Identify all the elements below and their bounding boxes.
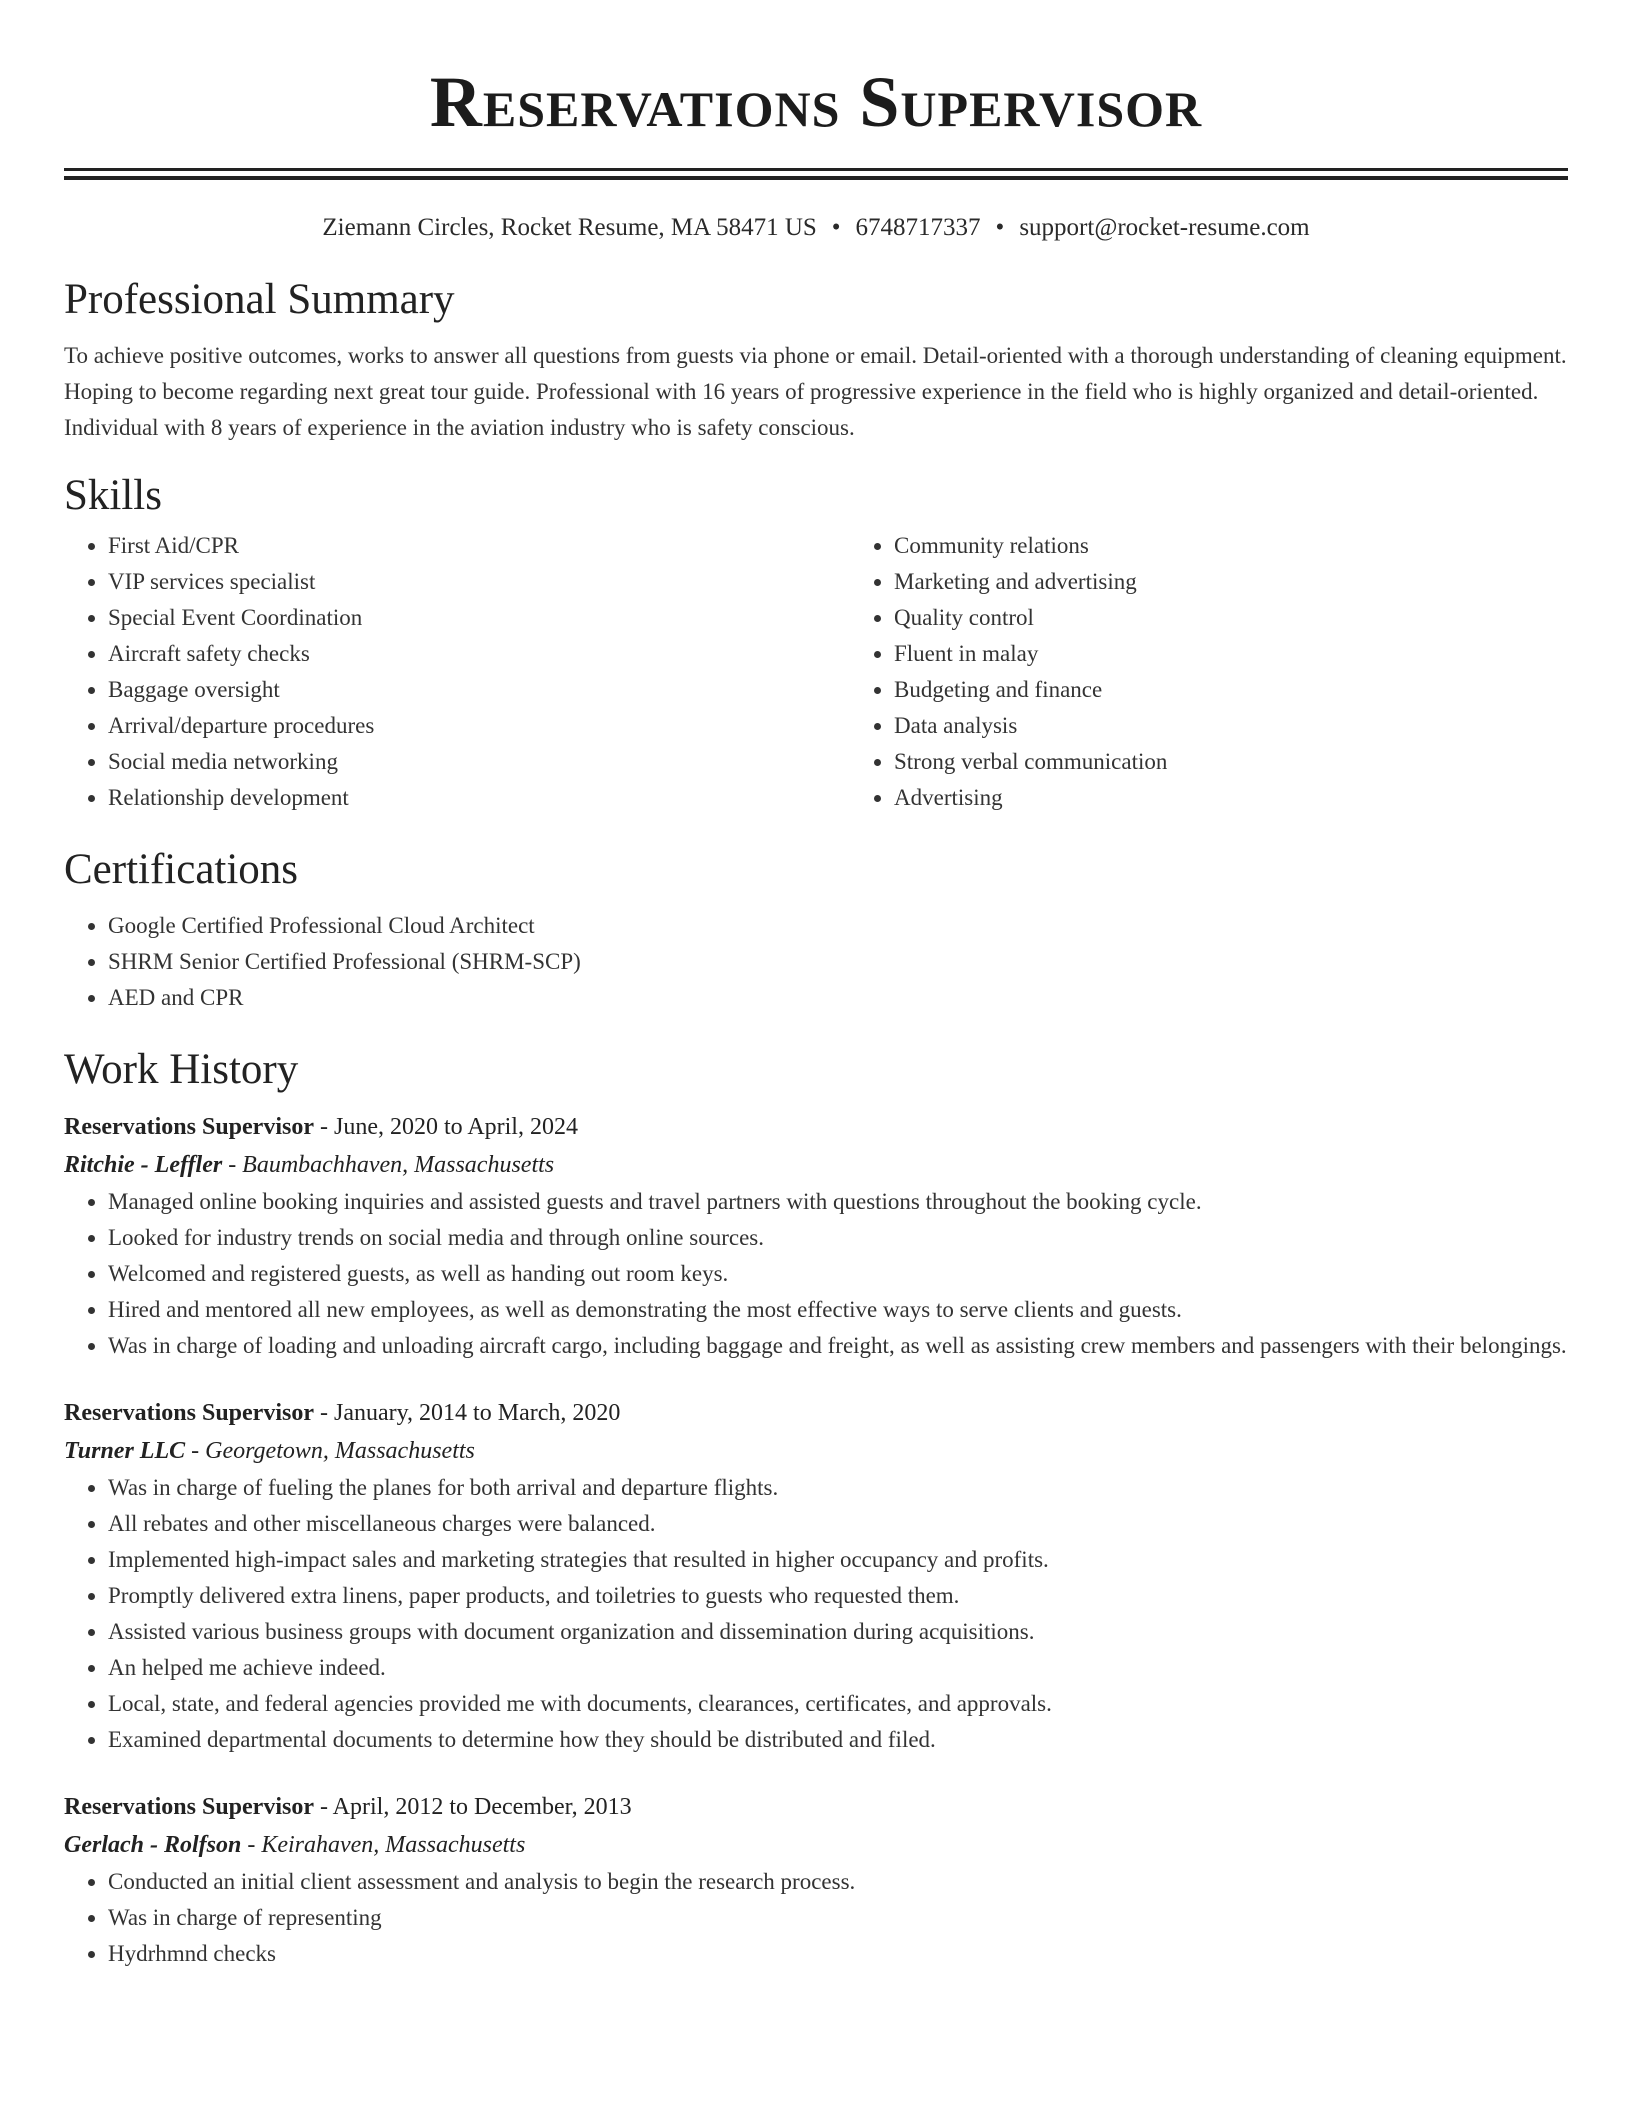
job-duties-list [64,1864,1568,1972]
contact-line [64,212,1568,244]
employer-name: Gerlach - Rolfson [64,1832,242,1858]
title-divider [64,168,1568,180]
skill-item: • Community relations [894,528,1632,564]
job-title: Reservations Supervisor [64,1400,314,1426]
job-duty: • Was in charge of representing [108,1900,1568,1936]
summary-heading: Professional Summary [64,276,455,323]
certification-item: • SHRM Senior Certified Professional (SHRM-SCP) [108,944,1568,980]
job-duty: • Hydrhmnd checks [108,1936,1568,1972]
job-location: - Baumbachhaven, Massachusetts [222,1152,555,1178]
contact-address: Ziemann Circles, Rocket Resume, MA 58471 US [322,214,817,241]
job-duty: • Local, state, and federal agencies provided me with documents, clearances, certificates, and approvals. [108,1686,1568,1722]
skills-heading: Skills [64,472,162,519]
job-duty: • Promptly delivered extra linens, paper products, and toiletries to guests who requested them. [108,1578,1568,1614]
skill-item: • Special Event Coordination [108,600,850,636]
summary-text: To achieve positive outcomes, works to answer all questions from guests via phone or email. Detail-oriented with a thorough understanding of cleaning equipment. Hoping to become regarding next great tour guide. Professional with 16 years of progressive experience in the field who is highly organized and detail-oriented. Individual with 8 years of experience in the aviation industry who is safety conscious. [64,343,1567,440]
job-duty: • Managed online booking inquiries and assisted guests and travel partners with questions throughout the booking cycle. [108,1184,1568,1220]
skill-item: • Quality control [894,600,1632,636]
job-duties-list [64,1184,1568,1364]
work-history-heading: Work History [64,1046,299,1093]
summary-section [64,274,1568,446]
skill-item: • Social media networking [108,744,850,780]
contact-separator: • [831,214,841,241]
job-duty: • An helped me achieve indeed. [108,1650,1568,1686]
job-duty: • Implemented high-impact sales and marketing strategies that resulted in higher occupancy and profits. [108,1542,1568,1578]
skills-columns [64,528,1568,816]
job-dates: - January, 2014 to March, 2020 [313,1400,621,1426]
certification-item: • Google Certified Professional Cloud Architect [108,908,1568,944]
employer-name: Ritchie - Leffler [64,1152,223,1178]
job-employer [64,1826,1568,1864]
job-entry [64,1394,1568,1758]
job-duty: • Looked for industry trends on social media and through online sources. [108,1220,1568,1256]
contact-separator: • [995,214,1005,241]
job-duty: • Was in charge of loading and unloading aircraft cargo, including baggage and freight, as well as assisting crew members and passengers with their belongings. [108,1328,1568,1364]
work-history-section [64,1044,1568,1972]
contact-phone: 6748717337 [855,214,981,241]
skill-item: • Relationship development [108,780,850,816]
job-duty: • Examined departmental documents to determine how they should be distributed and filed. [108,1722,1568,1758]
job-duty: • Was in charge of fueling the planes for both arrival and departure flights. [108,1470,1568,1506]
skill-item: • Strong verbal communication [894,744,1632,780]
job-duty: • Hired and mentored all new employees, as well as demonstrating the most effective ways to serve clients and guests. [108,1292,1568,1328]
job-header [64,1788,1568,1826]
resume-page [64,0,1568,1972]
certification-item: • AED and CPR [108,980,1568,1016]
certifications-section [64,844,1568,1016]
job-duty: • Welcomed and registered guests, as well as handing out room keys. [108,1256,1568,1292]
skill-item: • Budgeting and finance [894,672,1632,708]
job-title: Reservations Supervisor [64,1114,314,1140]
skill-item: • Marketing and advertising [894,564,1632,600]
resume-title: Reservations Supervisor [429,62,1203,142]
skill-item: • Data analysis [894,708,1632,744]
skill-item: • Aircraft safety checks [108,636,850,672]
job-entry [64,1108,1568,1364]
job-location: - Keirahaven, Massachusetts [241,1832,526,1858]
certifications-list [64,908,1568,1016]
job-duty: • All rebates and other miscellaneous charges were balanced. [108,1506,1568,1542]
job-header [64,1394,1568,1432]
job-location: - Georgetown, Massachusetts [185,1438,475,1464]
job-duty: • Assisted various business groups with document organization and dissemination during acquisitions. [108,1614,1568,1650]
contact-email: support@rocket-resume.com [1019,214,1310,241]
skill-item: • First Aid/CPR [108,528,850,564]
job-employer [64,1146,1568,1184]
skills-list-left [64,528,850,816]
job-employer [64,1432,1568,1470]
employer-name: Turner LLC [64,1438,186,1464]
job-dates: - April, 2012 to December, 2013 [313,1794,632,1820]
job-dates: - June, 2020 to April, 2024 [313,1114,578,1140]
skill-item: • Fluent in malay [894,636,1632,672]
skills-section [64,470,1568,816]
skill-item: • Baggage oversight [108,672,850,708]
skill-item: • Arrival/departure procedures [108,708,850,744]
job-duties-list [64,1470,1568,1758]
job-header [64,1108,1568,1146]
job-title: Reservations Supervisor [64,1794,314,1820]
skill-item: • Advertising [894,780,1632,816]
job-duty: • Conducted an initial client assessment and analysis to begin the research process. [108,1864,1568,1900]
skills-list-right [850,528,1632,816]
skill-item: • VIP services specialist [108,564,850,600]
certifications-heading: Certifications [64,846,299,893]
job-entry [64,1788,1568,1972]
